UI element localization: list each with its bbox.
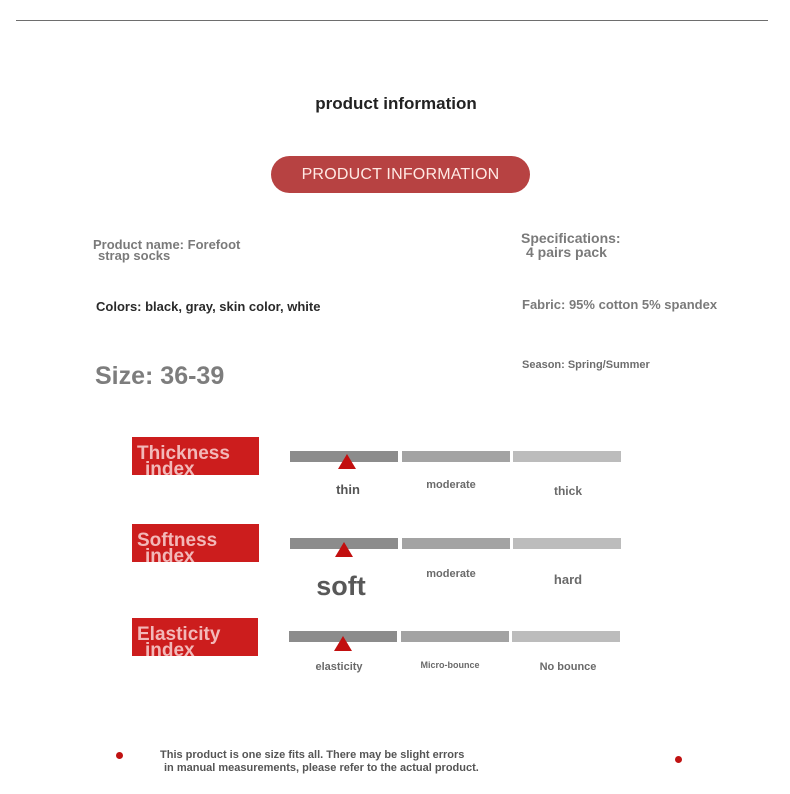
softness-scale-segment-hard xyxy=(513,538,621,549)
product-name-line1: Product name: Forefoot xyxy=(93,237,241,252)
softness-option-soft: soft xyxy=(316,571,366,601)
size-note-line2: in manual measurements, please refer to the actual product. xyxy=(164,762,479,774)
section-banner: PRODUCT INFORMATION xyxy=(271,156,530,193)
thickness-label-line1: Thickness xyxy=(137,443,230,464)
size-text: Size: 36-39 xyxy=(95,362,225,390)
colors-text: Colors: black, gray, skin color, white xyxy=(96,299,321,314)
season-text: Season: Spring/Summer xyxy=(522,359,650,371)
thickness-option-thin: thin xyxy=(336,482,360,497)
elasticity-option-no-bounce: No bounce xyxy=(539,661,597,673)
elasticity-scale-segment-no-bounce xyxy=(512,631,620,642)
size-note xyxy=(160,749,479,775)
specifications-line1: Specifications: xyxy=(521,230,621,246)
bullet-dot-left xyxy=(116,752,123,759)
top-divider xyxy=(16,20,768,21)
specifications xyxy=(521,231,621,259)
thickness-marker-icon xyxy=(338,454,356,469)
softness-label-line1: Softness xyxy=(137,530,218,551)
thickness-option-thick: thick xyxy=(553,484,582,498)
elasticity-scale-segment-micro-bounce xyxy=(401,631,509,642)
softness-label-line2: index xyxy=(145,546,195,562)
softness-option-moderate: moderate xyxy=(426,568,476,580)
product-name-line2: strap socks xyxy=(98,248,171,263)
elasticity-label-line1: Elasticity xyxy=(137,624,221,645)
elasticity-option-elasticity: elasticity xyxy=(315,661,363,673)
softness-marker-icon xyxy=(335,542,353,557)
elasticity-index-label xyxy=(132,618,258,656)
thickness-index-label xyxy=(132,437,259,475)
specifications-line2: 4 pairs pack xyxy=(526,244,607,260)
softness-option-hard: hard xyxy=(553,572,583,587)
softness-scale-segment-moderate xyxy=(402,538,510,549)
bullet-dot-right xyxy=(675,756,682,763)
thickness-option-moderate: moderate xyxy=(426,479,476,491)
elasticity-option-micro-bounce: Micro-bounce xyxy=(420,660,480,670)
elasticity-label-line2: index xyxy=(145,640,195,656)
page-heading: product information xyxy=(315,94,477,113)
softness-index-label xyxy=(132,524,259,562)
elasticity-marker-icon xyxy=(334,636,352,651)
thickness-scale-segment-moderate xyxy=(402,451,510,462)
thickness-scale-segment-thick xyxy=(513,451,621,462)
thickness-label-line2: index xyxy=(145,459,195,475)
size-note-line1: This product is one size fits all. There may be slight errors xyxy=(160,749,465,761)
product-name xyxy=(93,239,240,261)
fabric-text: Fabric: 95% cotton 5% spandex xyxy=(522,297,718,312)
